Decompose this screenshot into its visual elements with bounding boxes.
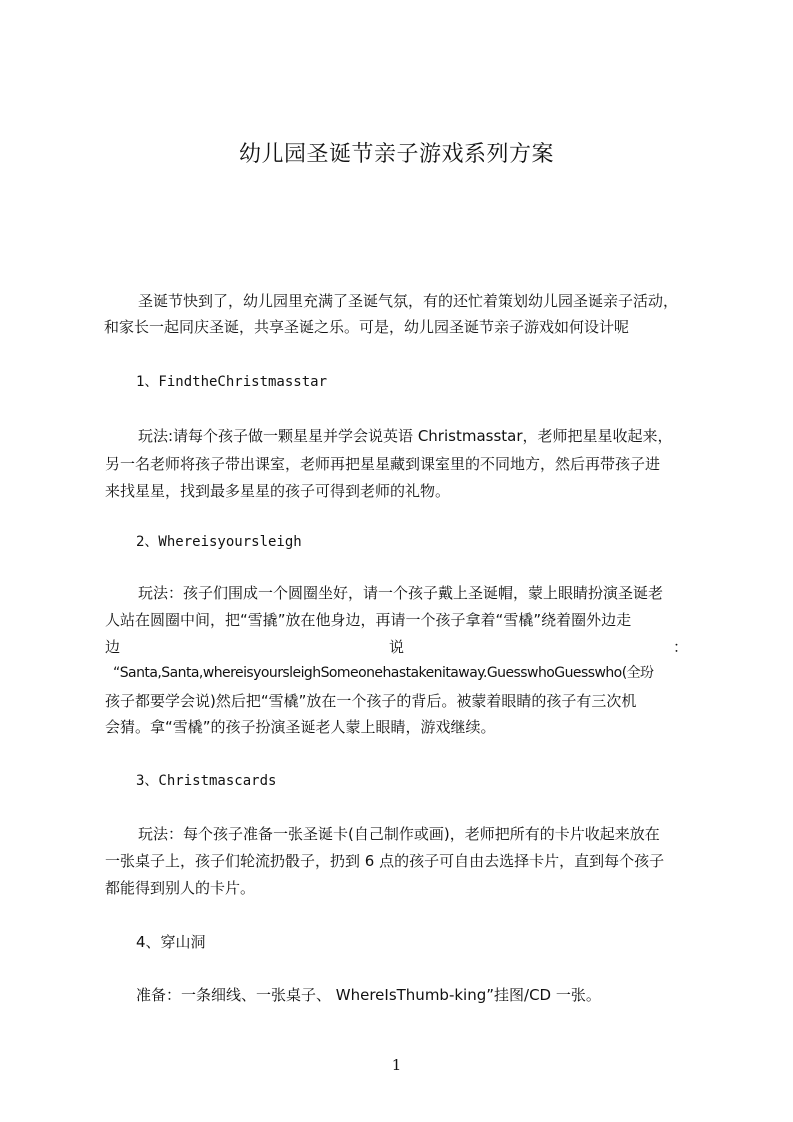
section-3-line-1: 玩法：每个孩子准备一张圣诞卡(自己制作或画)，老师把所有的卡片收起来放在 — [138, 825, 660, 843]
intro-line-1: 圣诞节快到了，幼儿园里充满了圣诞气氛，有的还忙着策划幼儿园圣诞亲子活动， — [138, 292, 679, 310]
section-2-line-3 — [105, 636, 688, 658]
section-1-line-2: 另一名老师将孩子带出课室，老师再把星星藏到课室里的不同地方，然后再带孩子进 — [105, 455, 661, 473]
section-3-heading: 3、Christmascards — [136, 773, 277, 789]
section-1-heading: 1、FindtheChristmasstar — [136, 374, 328, 390]
section-2-line-4: “Santa,Santa,whereisyoursleighSomeonehastakenitaway.GuesswhoGuesswho(全玢 — [113, 665, 654, 681]
page-number: 1 — [391, 1056, 402, 1074]
section-1-line-1: 玩法:请每个孩子做一颗星星并学会说英语 Christmasstar，老师把星星收起来， — [138, 427, 673, 445]
section-2-line-1: 玩法：孩子们围成一个圆圈坐好，请一个孩子戴上圣诞帽，蒙上眼睛扮演圣诞老 — [138, 584, 664, 602]
section-3-line-2: 一张桌子上，孩子们轮流扔骰子，扔到 6 点的孩子可自由去选择卡片，直到每个孩子 — [105, 852, 665, 870]
section-2-line-3-part-b: 说 — [388, 638, 404, 656]
document-title: 幼儿园圣诞节亲子游戏系列方案 — [238, 142, 554, 167]
intro-line-2: 和家长一起同庆圣诞，共享圣诞之乐。可是，幼儿园圣诞节亲子游戏如何设计呢 — [104, 318, 630, 336]
section-3-line-3: 都能得到别人的卡片。 — [105, 879, 256, 897]
section-2-line-3-part-a: 边 — [105, 638, 121, 656]
section-1-line-3: 来找星星，找到最多星星的孩子可得到老师的礼物。 — [105, 482, 451, 500]
section-4-heading: 4、穿山洞 — [136, 933, 206, 951]
section-2-heading: 2、Whereisyoursleigh — [136, 534, 302, 550]
section-2-line-5: 孩子都要学会说)然后把“雪橇”放在一个孩子的背后。被蒙着眼睛的孩子有三次机 — [105, 692, 637, 710]
section-2-line-3-part-c: ： — [672, 638, 688, 656]
section-2-line-2: 人站在圆圈中间，把“雪撬”放在他身边，再请一个孩子拿着“雪橇”绕着圈外边走 — [105, 611, 632, 629]
section-2-line-6: 会猜。拿“雪橇”的孩子扮演圣诞老人蒙上眼睛，游戏继续。 — [105, 718, 496, 736]
section-4-line-1: 准备：一条细线、一张桌子、 WhereIsThumb-king”挂图/CD 一张。 — [136, 986, 601, 1004]
